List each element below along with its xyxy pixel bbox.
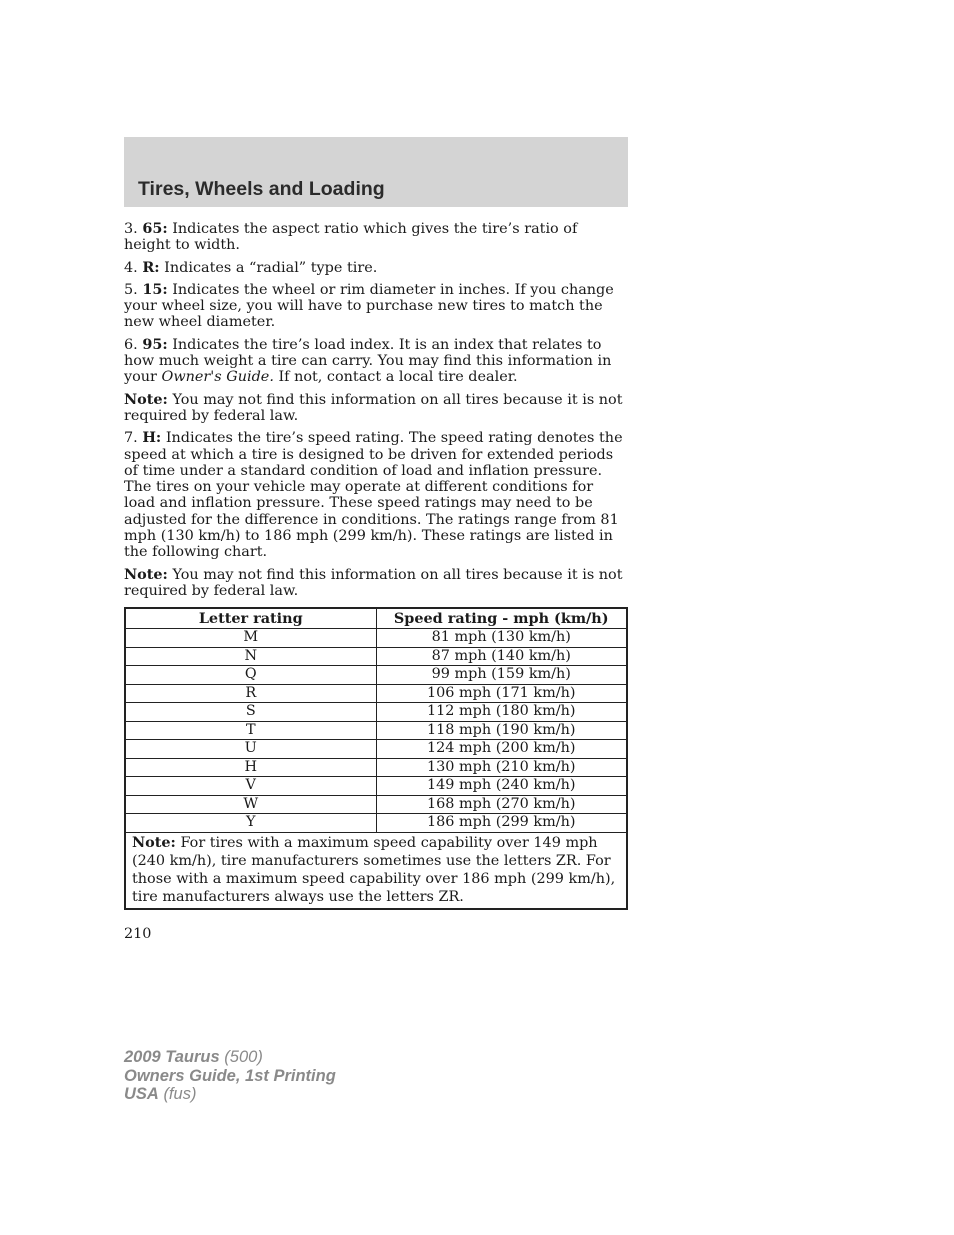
page-content	[124, 221, 628, 910]
item-3: 3. 65: Indicates the aspect ratio which gives the tire’s ratio of height to width.	[124, 220, 578, 254]
table-row: H 130 mph (210 km/h)	[125, 758, 627, 777]
table-row: U 124 mph (200 km/h)	[125, 740, 627, 759]
page-number: 210	[124, 926, 152, 942]
speed-rating-table	[124, 607, 628, 910]
section-title: Tires, Wheels and Loading	[138, 178, 385, 200]
print-footer	[124, 1048, 336, 1104]
table-row: S 112 mph (180 km/h)	[125, 703, 627, 722]
footer-line-3: USA (fus)	[124, 1085, 197, 1103]
table-header-row	[125, 608, 627, 629]
column-header-speed: Speed rating - mph (km/h)	[376, 608, 627, 629]
table-row: W 168 mph (270 km/h)	[125, 795, 627, 814]
table-row: N 87 mph (140 km/h)	[125, 647, 627, 666]
footer-line-2: Owners Guide, 1st Printing	[124, 1066, 336, 1085]
column-header-letter: Letter rating	[125, 608, 376, 629]
item-6: 6. 95: Indicates the tire’s load index. It is an index that relates to how much weight a tire can carry. You may find this information in your Owner's Guide. If not, contact a local tire dealer.	[124, 335, 612, 386]
table-row: V 149 mph (240 km/h)	[125, 777, 627, 796]
note-2: Note: You may not find this information on all tires because it is not required by federal law.	[124, 565, 623, 599]
table-note: Note: For tires with a maximum speed capability over 149 mph (240 km/h), tire manufacturers sometimes use the letters ZR. For those with a maximum speed capability over 186 mph (299 km/h), tire manufacturers always use the letters ZR.	[125, 832, 627, 909]
table-note-row	[125, 832, 627, 909]
item-7: 7. H: Indicates the tire’s speed rating. The speed rating denotes the speed at which a tire is designed to be driven for extended periods of time under a standard condition of load and inflation pressure. The tires on your vehicle may operate at different conditions for load and inflation pressure. These speed ratings may need to be adjusted for the difference in conditions. The ratings range from 81 mph (130 km/h) to 186 mph (299 km/h). These ratings are listed in the following chart.	[124, 429, 623, 561]
table-row: R 106 mph (171 km/h)	[125, 684, 627, 703]
section-header	[124, 137, 628, 207]
table-row: Q 99 mph (159 km/h)	[125, 666, 627, 685]
item-5: 5. 15: Indicates the wheel or rim diameter in inches. If you change your wheel size, you will have to purchase new tires to match the new wheel diameter.	[124, 280, 614, 331]
note-1: Note: You may not find this information on all tires because it is not required by federal law.	[124, 390, 623, 424]
owners-guide-reference: Owner's Guide.	[161, 369, 274, 386]
table-row: T 118 mph (190 km/h)	[125, 721, 627, 740]
footer-line-1: 2009 Taurus (500)	[124, 1048, 263, 1066]
item-4: 4. R: Indicates a “radial” type tire.	[124, 258, 378, 276]
table-row: M 81 mph (130 km/h)	[125, 629, 627, 648]
table-row: Y 186 mph (299 km/h)	[125, 814, 627, 833]
